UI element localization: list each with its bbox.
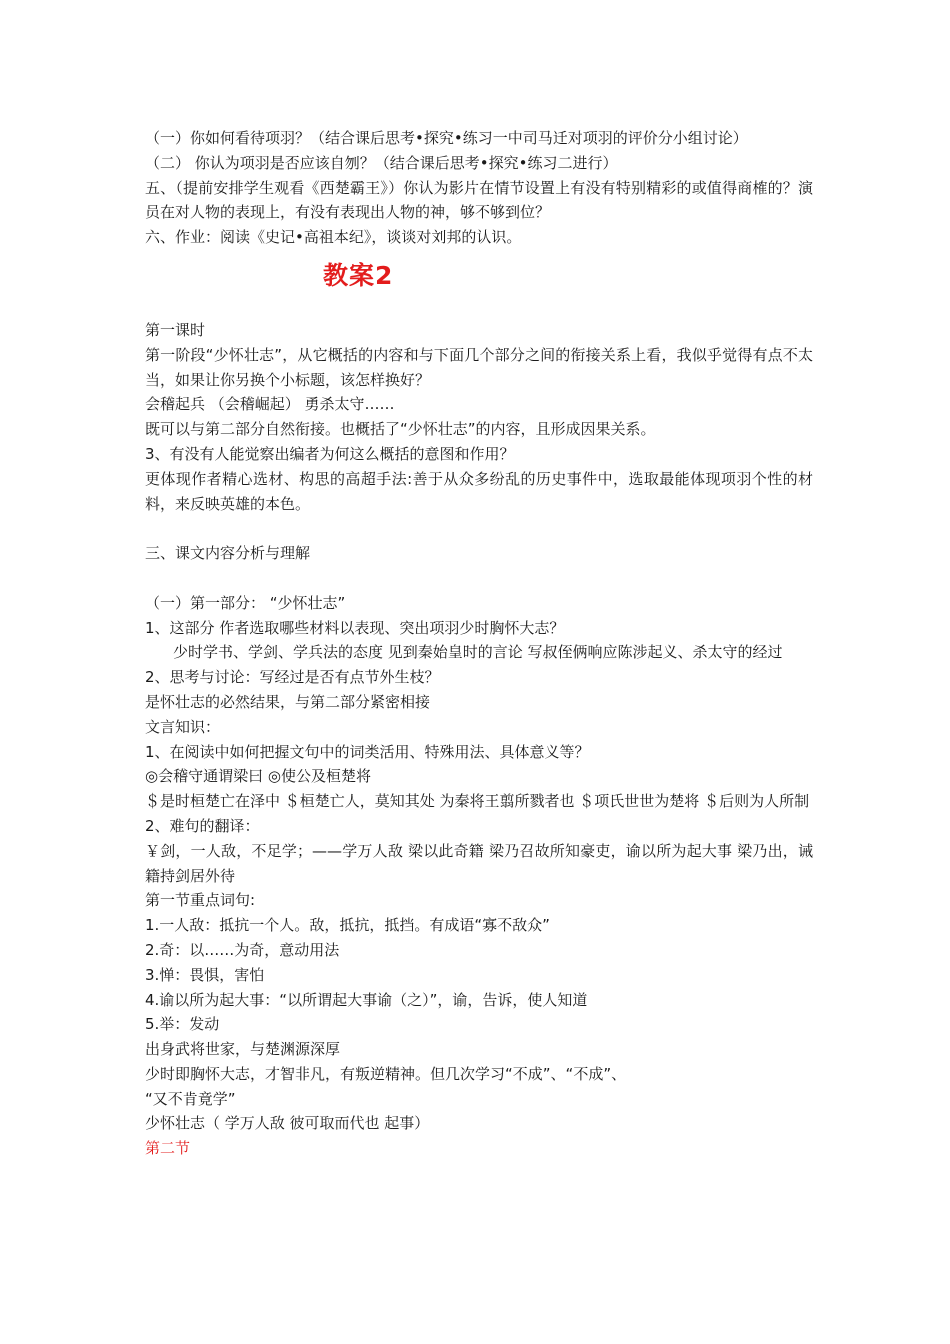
part-one-heading: （一）第一部分： “少怀壮志” — [145, 593, 346, 612]
key-word-5: 5.举：发动 — [145, 1015, 220, 1034]
classical-knowledge-heading: 文言知识： — [145, 717, 221, 736]
paragraph-technique: 更体现作者精心选材、构思的高超手法:善于从众多纷乱的历史事件中，选取最能体现项羽个性的材料，来反映英雄的本色。 — [145, 469, 813, 513]
paragraph-kuaiji: 会稽起兵 （会稽崛起） 勇杀太守…… — [145, 395, 395, 414]
lesson-heading: 第一课时 — [145, 320, 206, 339]
translation-sentences: ￥剑，一人敌，不足学；——学万人敌 梁以此奇籍 梁乃召故所知豪吏，谕以所为起大事 梁乃出，诫籍持剑居外待 — [145, 841, 813, 885]
translation-heading: 2、难句的翻译： — [145, 816, 260, 835]
key-word-4: 4.谕以所为起大事：“以所谓起大事谕（之）”，谕，告诉，使人知道 — [145, 990, 588, 1009]
summary-line-4: 少怀壮志（ 学万人敌 彼可取而代也 起事） — [145, 1114, 430, 1133]
lesson-plan-title: 教案2 — [323, 261, 394, 290]
key-word-3: 3.惮：畏惧，害怕 — [145, 965, 265, 984]
section-heading-analysis: 三、课文内容分析与理解 — [145, 544, 311, 563]
example-sentences-1: ◎会稽守通谓梁曰 ◎使公及桓楚将 — [145, 767, 371, 786]
question-3: 3、有没有人能觉察出编者为何这么概括的意图和作用？ — [145, 444, 515, 463]
question-2: 2、思考与讨论：写经过是否有点节外生枝？ — [145, 668, 440, 687]
summary-line-3: “又不肯竟学” — [145, 1089, 236, 1108]
summary-line-1: 出身武将世家，与楚渊源深厚 — [145, 1040, 341, 1059]
answer-2: 是怀壮志的必然结果，与第二部分紧密相接 — [145, 692, 431, 711]
answer-1: 少时学书、学剑、学兵法的态度 见到秦始皇时的言论 写叔侄俩响应陈涉起义、杀太守的经过 — [173, 643, 783, 662]
intro-line-3: 五、（提前安排学生观看《西楚霸王》）你认为影片在情节设置上有没有特别精彩的或值得商榷的？演员在对人物的表现上，有没有表现出人物的神，够不够到位？ — [145, 178, 813, 222]
knowledge-question-1: 1、在阅读中如何把握文句中的词类活用、特殊用法、具体意义等？ — [145, 742, 590, 761]
summary-line-2: 少时即胸怀大志，才智非凡，有叛逆精神。但几次学习“不成”、“不成”、 — [145, 1064, 627, 1083]
key-word-1: 1.一人敌：抵抗一个人。敌，抵抗，抵挡。有成语“寡不敌众” — [145, 916, 550, 935]
intro-line-1: （一）你如何看待项羽？（结合课后思考•探究•练习一中司马迁对项羽的评价分小组讨论） — [145, 129, 748, 147]
intro-line-4: 六、作业：阅读《史记•高祖本纪》，谈谈对刘邦的认识。 — [145, 228, 522, 247]
paragraph-stage-one: 第一阶段“少怀壮志”，从它概括的内容和与下面几个部分之间的衔接关系上看，我似乎觉得有点不太当，如果让你另换个小标题，该怎样换好？ — [145, 345, 813, 389]
intro-line-2: （二） 你认为项羽是否应该自刎？（结合课后思考•探究•练习二进行） — [145, 153, 618, 172]
section-two-heading: 第二节 — [145, 1139, 191, 1158]
key-word-2: 2.奇：以……为奇，意动用法 — [145, 940, 340, 959]
question-1: 1、这部分 作者选取哪些材料以表现、突出项羽少时胸怀大志？ — [145, 618, 565, 637]
key-words-heading: 第一节重点词句: — [145, 891, 256, 910]
example-sentences-2: ＄是时桓楚亡在泽中 ＄桓楚亡人，莫知其处 为秦将王翦所戮者也 ＄项氏世世为楚将 ＄后则为人所制 — [145, 792, 810, 811]
document-body — [145, 126, 813, 1161]
paragraph-connection: 既可以与第二部分自然衔接。也概括了“少怀壮志”的内容，且形成因果关系。 — [145, 420, 656, 439]
